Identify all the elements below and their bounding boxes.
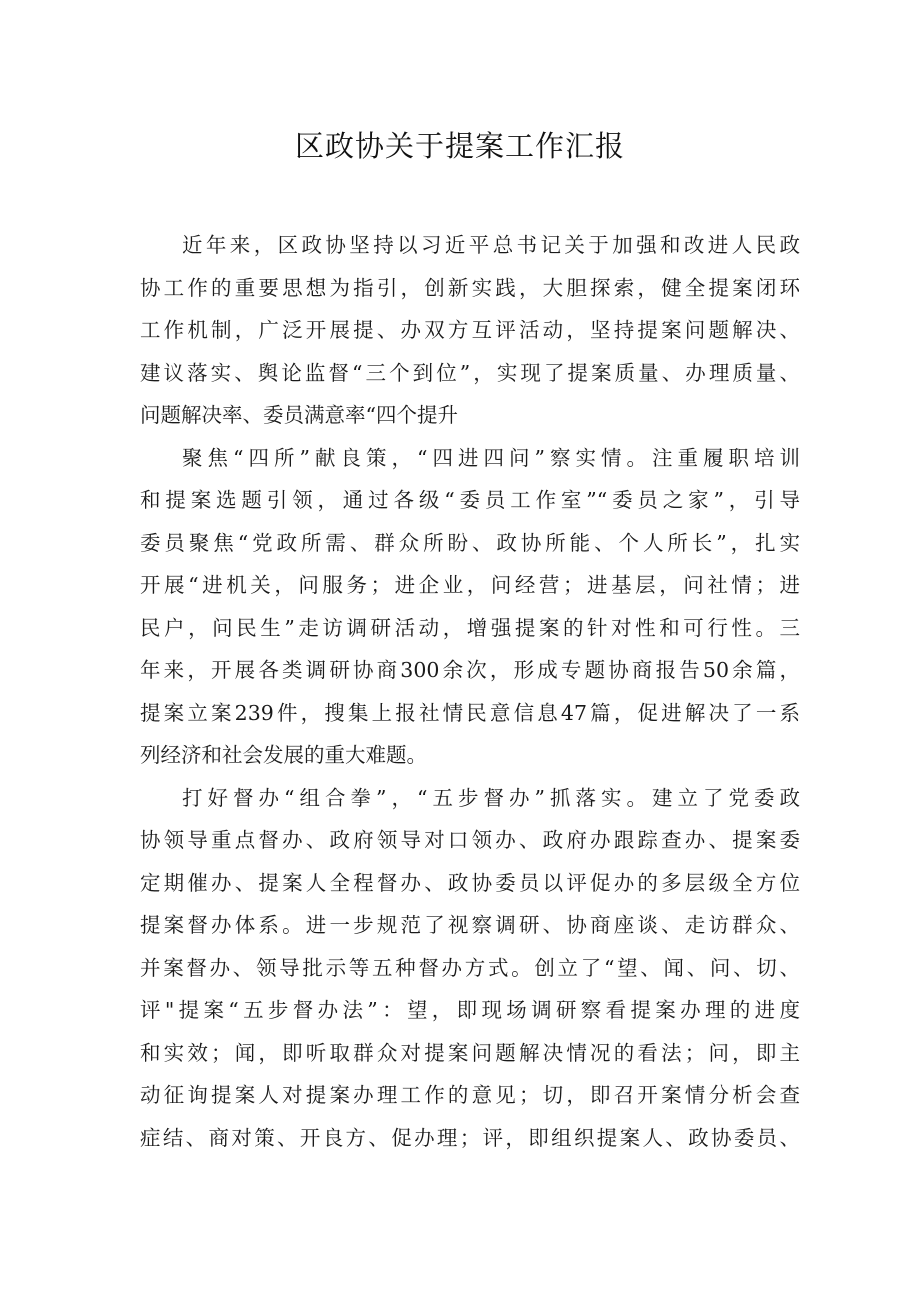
text-line: 聚焦“四所”献良策，“四进四问”察实情。注重履职培训 <box>182 445 800 470</box>
text-line: 列经济和社会发展的重大难题。 <box>140 743 427 767</box>
paragraph-intro <box>140 224 800 437</box>
text-line: 提案督办体系。进一步规范了视察调研、协商座谈、走访群众、 <box>140 913 800 937</box>
text-line: 开展“进机关，问服务；进企业，问经营；进基层，问社情；进 <box>140 573 800 597</box>
text-line: 委员聚焦“党政所需、群众所盼、政协所能、个人所长”，扎实 <box>140 530 800 555</box>
text-line: 民户，问民生”走访调研活动，增强提案的针对性和可行性。三 <box>140 615 800 640</box>
text-line: 年来，开展各类调研协商300余次，形成专题协商报告50余篇， <box>140 658 800 682</box>
text-line: 提案立案239件，搜集上报社情民意信息47篇，促进解决了一系 <box>140 700 800 725</box>
text-line: 并案督办、领导批示等五种督办方式。创立了“望、闻、问、切、 <box>140 955 800 980</box>
text-line: 动征询提案人对提案办理工作的意见；切，即召开案情分析会查 <box>140 1083 800 1107</box>
text-line: 打好督办“组合拳”，“五步督办”抓落实。建立了党委政 <box>182 785 800 810</box>
document-body <box>140 224 800 1159</box>
text-line: 症结、商对策、开良方、促办理；评，即组织提案人、政协委员、 <box>140 1125 800 1150</box>
text-line: 定期催办、提案人全程督办、政协委员以评促办的多层级全方位 <box>140 870 800 895</box>
text-line: 协工作的重要思想为指引，创新实践，大胆探索，健全提案闭环 <box>140 275 800 300</box>
paragraph-research <box>140 437 800 777</box>
text-line: 和实效；闻，即听取群众对提案问题解决情况的看法；问，即主 <box>140 1040 800 1065</box>
text-line: 近年来，区政协坚持以习近平总书记关于加强和改进人民政 <box>182 233 800 257</box>
text-line: 建议落实、舆论监督“三个到位”，实现了提案质量、办理质量、 <box>140 360 800 385</box>
text-line: 和提案选题引领，通过各级“委员工作室”“委员之家”，引导 <box>140 488 800 512</box>
text-line: 问题解决率、委员满意率“四个提升 <box>140 403 458 427</box>
text-line: 评"提案“五步督办法”：望，即现场调研察看提案办理的进度 <box>140 998 800 1022</box>
text-line: 工作机制，广泛开展提、办双方互评活动，坚持提案问题解决、 <box>140 318 800 342</box>
document-title: 区政协关于提案工作汇报 <box>294 129 625 163</box>
paragraph-supervision <box>140 777 800 1160</box>
text-line: 协领导重点督办、政府领导对口领办、政府办跟踪查办、提案委 <box>140 828 800 852</box>
